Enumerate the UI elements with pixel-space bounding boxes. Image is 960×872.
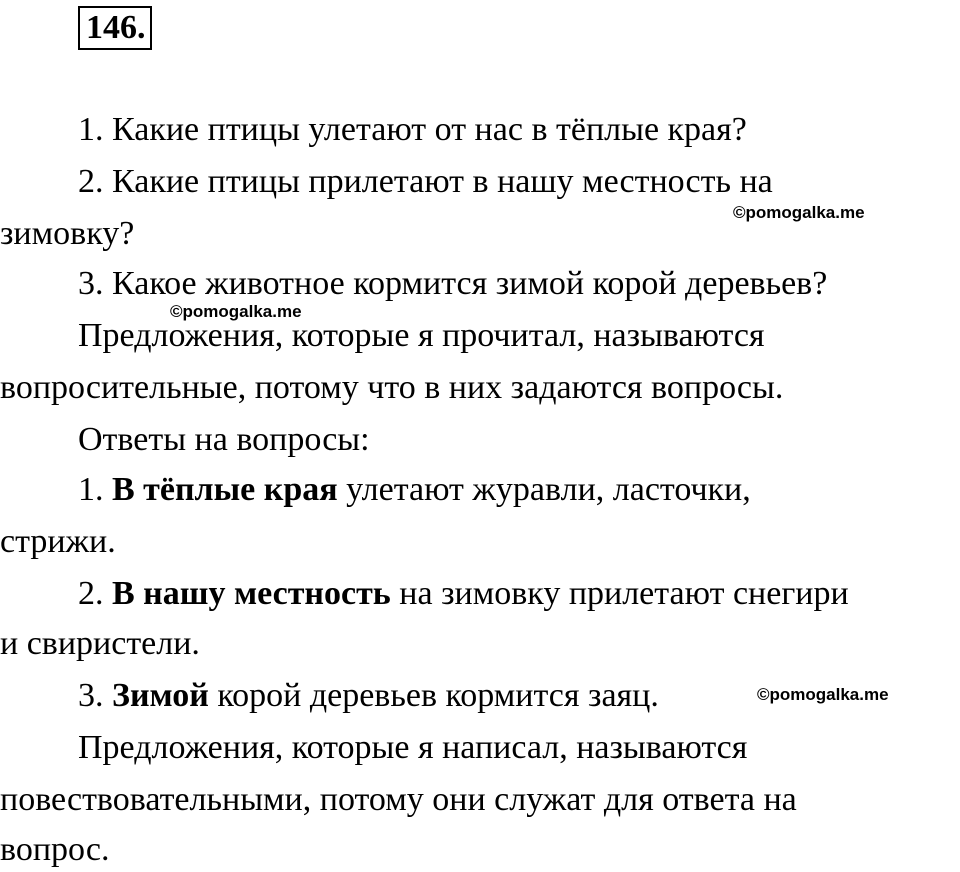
exercise-number-value: 146: [86, 9, 137, 46]
watermark: ©pomogalka.me: [757, 685, 889, 704]
explanation-answers-line-3: вопрос.: [0, 831, 110, 868]
explanation-answers-line-2: повествовательными, потому они служат для ответа на: [0, 781, 797, 818]
explanation-questions-line-1: Предложения, которые я прочитал, называются: [78, 317, 765, 354]
answer-2-bold: В нашу местность: [112, 575, 391, 612]
answer-2-continuation: и свиристели.: [0, 625, 200, 662]
watermark: ©pomogalka.me: [733, 203, 865, 222]
question-2-line-2: зимовку?: [0, 215, 135, 252]
exercise-number: [78, 6, 152, 50]
answer-2: [78, 572, 849, 616]
answer-2-number: 2.: [78, 575, 112, 612]
answer-1-continuation: стрижи.: [0, 523, 116, 560]
question-3: 3. Какое животное кормится зимой корой деревьев?: [78, 265, 828, 302]
answer-1-bold: В тёплые края: [112, 471, 338, 508]
question-1: 1. Какие птицы улетают от нас в тёплые края?: [78, 111, 747, 148]
explanation-answers-line-1: Предложения, которые я написал, называются: [78, 729, 748, 766]
explanation-questions-line-2: вопросительные, потому что в них задаются вопросы.: [0, 369, 784, 406]
answer-1: [78, 468, 751, 512]
answer-1-rest: улетают журавли, ласточки,: [337, 471, 751, 508]
answer-1-number: 1.: [78, 471, 112, 508]
watermark: ©pomogalka.me: [170, 302, 302, 321]
answer-3-rest: корой деревьев кормится заяц.: [208, 677, 659, 714]
answer-2-rest: на зимовку прилетают снегири: [390, 575, 849, 612]
question-2-line-1: 2. Какие птицы прилетают в нашу местность на: [78, 163, 773, 200]
answer-3: [78, 674, 659, 718]
exercise-number-dot: .: [137, 9, 146, 46]
answer-3-bold: Зимой: [112, 677, 209, 714]
answers-heading: Ответы на вопросы:: [78, 421, 370, 458]
answer-3-number: 3.: [78, 677, 112, 714]
